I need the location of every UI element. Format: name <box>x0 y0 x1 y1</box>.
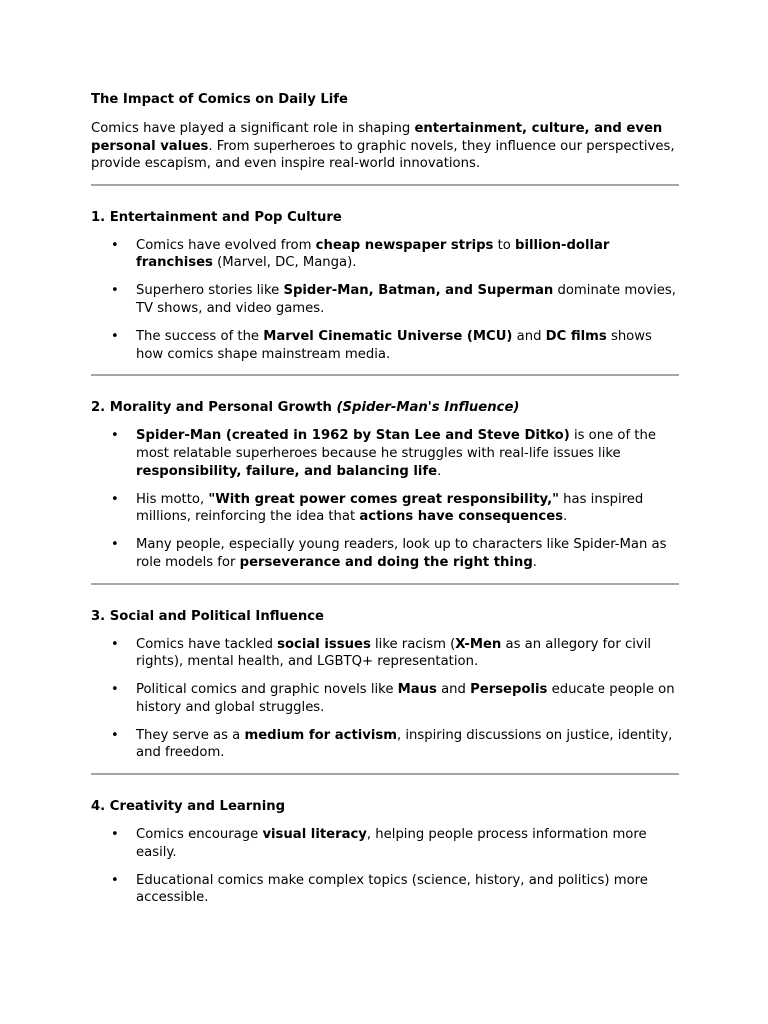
list-item: • They serve as a medium for activism, inspiring discussions on justice, identity, and freedom. <box>111 727 673 761</box>
bullet-icon: • <box>111 537 119 553</box>
section-heading-social-political: 3. Social and Political Influence <box>91 608 324 624</box>
list-item: • Comics have tackled social issues like racism (X-Men as an allegory for civil rights), mental health, and LGBTQ+ representation. <box>111 636 652 670</box>
bullet-icon: • <box>111 428 119 444</box>
document-page <box>91 91 679 907</box>
bullet-icon: • <box>111 329 119 345</box>
bullet-icon: • <box>111 491 119 507</box>
bullet-list-entertainment <box>91 237 679 364</box>
list-item: • Superhero stories like Spider-Man, Batman, and Superman dominate movies, TV shows, and video games. <box>111 283 676 317</box>
list-item: • Educational comics make complex topics (science, history, and politics) more accessible. <box>111 872 648 906</box>
section-divider <box>91 184 679 186</box>
section-heading-creativity: 4. Creativity and Learning <box>91 799 286 815</box>
section-heading-entertainment: 1. Entertainment and Pop Culture <box>91 209 342 225</box>
section-divider <box>91 374 679 376</box>
bullet-icon: • <box>111 727 119 743</box>
bullet-list-morality <box>91 427 679 571</box>
bullet-icon: • <box>111 827 119 843</box>
list-item: • Many people, especially young readers, look up to characters like Spider-Man as role models for perseverance and doing the right thing. <box>111 537 667 570</box>
bullet-icon: • <box>111 636 119 652</box>
bullet-icon: • <box>111 682 119 698</box>
list-item: • His motto, "With great power comes great responsibility," has inspired millions, reinforcing the idea that actions have consequences. <box>111 491 644 525</box>
list-item: • Comics encourage visual literacy, helping people process information more easily. <box>111 827 647 860</box>
list-item: • Spider-Man (created in 1962 by Stan Lee and Steve Ditko) is one of the most relatable superheroes because he struggles with real-life issues like responsibility, failure, and balancing life. <box>111 428 656 479</box>
section-divider <box>91 773 679 775</box>
section-heading-morality: 2. Morality and Personal Growth (Spider-Man's Influence) <box>91 400 520 416</box>
bullet-list-social-political <box>91 636 679 763</box>
bullet-icon: • <box>111 237 119 253</box>
intro-paragraph: Comics have played a significant role in shaping entertainment, culture, and even personal values. From superheroes to graphic novels, they influence our perspectives, provide escapism, and even inspire real-world innovations. <box>91 121 675 172</box>
list-item: • The success of the Marvel Cinematic Universe (MCU) and DC films shows how comics shape mainstream media. <box>111 329 652 362</box>
list-item: • Political comics and graphic novels like Maus and Persepolis educate people on history and global struggles. <box>111 682 675 715</box>
document-title: The Impact of Comics on Daily Life <box>91 92 348 107</box>
bullet-list-creativity <box>91 826 679 907</box>
list-item: • Comics have evolved from cheap newspaper strips to billion-dollar franchises (Marvel, DC, Manga). <box>111 237 610 271</box>
bullet-icon: • <box>111 872 119 888</box>
section-divider <box>91 583 679 585</box>
bullet-icon: • <box>111 283 119 299</box>
